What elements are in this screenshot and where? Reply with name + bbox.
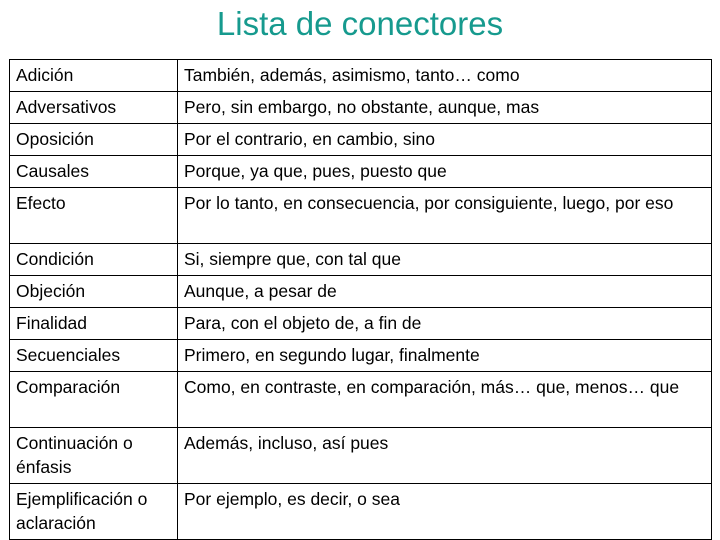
connectors-cell: Para, con el objeto de, a fin de	[178, 308, 712, 340]
connectors-cell: Aunque, a pesar de	[178, 276, 712, 308]
category-cell: Objeción	[10, 276, 178, 308]
connectors-table	[9, 59, 712, 540]
connectors-cell: Pero, sin embargo, no obstante, aunque, mas	[178, 92, 712, 124]
category-cell: Adversativos	[10, 92, 178, 124]
category-cell: Oposición	[10, 124, 178, 156]
page-title: Lista de conectores	[216, 5, 504, 42]
table-row	[10, 428, 712, 484]
table-row	[10, 276, 712, 308]
table-row	[10, 372, 712, 428]
category-cell: Secuenciales	[10, 340, 178, 372]
table-row	[10, 484, 712, 540]
table-row	[10, 124, 712, 156]
category-cell: Condición	[10, 244, 178, 276]
category-cell: Finalidad	[10, 308, 178, 340]
connectors-cell: También, además, asimismo, tanto… como	[178, 60, 712, 92]
connectors-cell: Primero, en segundo lugar, finalmente	[178, 340, 712, 372]
connectors-cell: Por lo tanto, en consecuencia, por consiguiente, luego, por eso	[178, 188, 712, 244]
connectors-cell: Por el contrario, en cambio, sino	[178, 124, 712, 156]
table-row	[10, 308, 712, 340]
category-cell: Adición	[10, 60, 178, 92]
connectors-cell: Si, siempre que, con tal que	[178, 244, 712, 276]
connectors-cell: Además, incluso, así pues	[178, 428, 712, 484]
connectors-cell: Por ejemplo, es decir, o sea	[178, 484, 712, 540]
table-row	[10, 340, 712, 372]
category-cell: Comparación	[10, 372, 178, 428]
table-row	[10, 244, 712, 276]
table-row	[10, 156, 712, 188]
category-cell: Efecto	[10, 188, 178, 244]
connectors-cell: Como, en contraste, en comparación, más… que, menos… que	[178, 372, 712, 428]
table-row	[10, 92, 712, 124]
category-cell: Causales	[10, 156, 178, 188]
table-row	[10, 60, 712, 92]
category-cell: Ejemplificación o aclaración	[10, 484, 178, 540]
connectors-cell: Porque, ya que, pues, puesto que	[178, 156, 712, 188]
table-row	[10, 188, 712, 244]
category-cell: Continuación o énfasis	[10, 428, 178, 484]
